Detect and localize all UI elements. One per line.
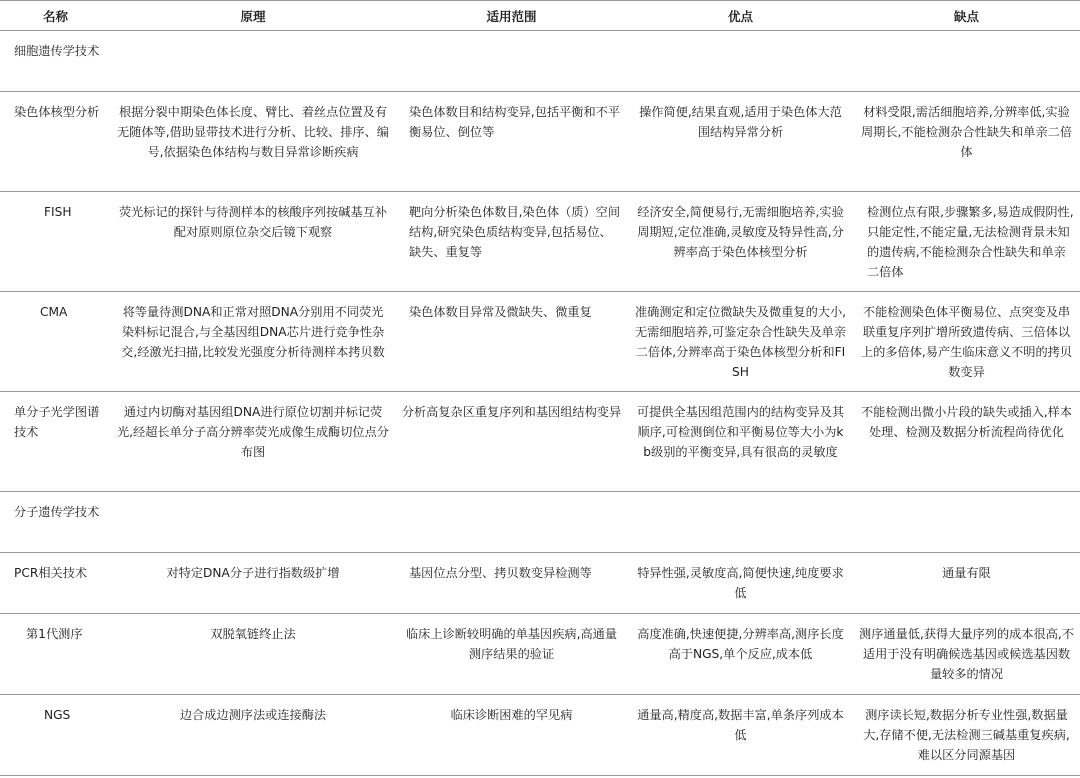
table-row-category — [0, 31, 1080, 92]
cell-principle: 边合成边测序法或连接酶法 — [111, 695, 395, 776]
cell-scope: 染色体数目和结构变异,包括平衡和不平衡易位、倒位等 — [395, 92, 628, 192]
cell-cons: 材料受限,需活细胞培养,分辨率低,实验周期长,不能检测杂合性缺失和单亲二倍体 — [853, 92, 1080, 192]
table-row — [0, 553, 1080, 614]
cell-pros: 可提供全基因组范围内的结构变异及其顺序,可检测倒位和平衡易位等大小为kb级别的平衡变异,具有很高的灵敏度 — [628, 392, 853, 492]
cell-principle: 荧光标记的探针与待测样本的核酸序列按碱基互补配对原则原位杂交后镜下观察 — [111, 192, 395, 292]
cell-pros: 操作简便,结果直观,适用于染色体大范围结构异常分析 — [628, 92, 853, 192]
table-row — [0, 392, 1080, 492]
header-cons: 缺点 — [853, 1, 1080, 31]
table-row — [0, 192, 1080, 292]
cell-cons: 测序通量低,获得大量序列的成本很高,不适用于没有明确候选基因或候选基因数量较多的情况 — [853, 614, 1080, 695]
cell-principle — [111, 31, 395, 92]
cell-name: CMA — [0, 292, 111, 392]
cell-cons: 检测位点有限,步骤繁多,易造成假阴性,只能定性,不能定量,无法检测背景未知的遗传病,不能检测杂合性缺失和单亲二倍体 — [853, 192, 1080, 292]
table-row — [0, 92, 1080, 192]
cell-name: 分子遗传学技术 — [0, 492, 111, 553]
table-row-category — [0, 492, 1080, 553]
cell-pros: 高度准确,快速便捷,分辨率高,测序长度高于NGS,单个反应,成本低 — [628, 614, 853, 695]
cell-scope: 分析高复杂区重复序列和基因组结构变异 — [395, 392, 628, 492]
cell-scope: 临床诊断困难的罕见病 — [395, 695, 628, 776]
cell-cons — [853, 492, 1080, 553]
cell-scope: 基因位点分型、拷贝数变异检测等 — [395, 553, 628, 614]
cell-principle: 根据分裂中期染色体长度、臂比、着丝点位置及有无随体等,借助显带技术进行分析、比较、排序、编号,依据染色体结构与数目异常诊断疾病 — [111, 92, 395, 192]
table-row — [0, 614, 1080, 695]
cell-cons: 不能检测出微小片段的缺失或插入,样本处理、检测及数据分析流程尚待优化 — [853, 392, 1080, 492]
cell-name: 细胞遗传学技术 — [0, 31, 111, 92]
cell-cons: 不能检测染色体平衡易位、点突变及串联重复序列扩增所致遗传病、三倍体以上的多倍体,易产生临床意义不明的拷贝数变异 — [853, 292, 1080, 392]
cell-pros: 通量高,精度高,数据丰富,单条序列成本低 — [628, 695, 853, 776]
cell-pros — [628, 31, 853, 92]
cell-principle: 通过内切酶对基因组DNA进行原位切割并标记荧光,经超长单分子高分辨率荧光成像生成酶切位点分布图 — [111, 392, 395, 492]
header-scope: 适用范围 — [395, 1, 628, 31]
table-header-row — [0, 1, 1080, 31]
header-principle: 原理 — [111, 1, 395, 31]
cell-cons — [853, 31, 1080, 92]
cell-name: FISH — [0, 192, 111, 292]
cell-scope: 染色体数目异常及微缺失、微重复 — [395, 292, 628, 392]
table-row — [0, 292, 1080, 392]
cell-cons: 测序读长短,数据分析专业性强,数据量大,存储不便,无法检测三碱基重复疾病,难以区分同源基因 — [853, 695, 1080, 776]
cell-name: PCR相关技术 — [0, 553, 111, 614]
cell-name: 单分子光学图谱技术 — [0, 392, 111, 492]
header-name: 名称 — [0, 1, 111, 31]
cell-pros: 特异性强,灵敏度高,简便快速,纯度要求低 — [628, 553, 853, 614]
cell-pros: 经济安全,简便易行,无需细胞培养,实验周期短,定位准确,灵敏度及特异性高,分辨率高于染色体核型分析 — [628, 192, 853, 292]
cell-scope — [395, 31, 628, 92]
cell-scope: 靶向分析染色体数目,染色体（质）空间结构,研究染色质结构变异,包括易位、缺失、重复等 — [395, 192, 628, 292]
cell-name: 第1代测序 — [0, 614, 111, 695]
cell-scope — [395, 492, 628, 553]
cell-principle: 将等量待测DNA和正常对照DNA分别用不同荧光染料标记混合,与全基因组DNA芯片进行竞争性杂交,经激光扫描,比较发光强度分析待测样本拷贝数 — [111, 292, 395, 392]
cell-cons: 通量有限 — [853, 553, 1080, 614]
cell-pros — [628, 492, 853, 553]
cell-name: NGS — [0, 695, 111, 776]
cell-name: 染色体核型分析 — [0, 92, 111, 192]
header-pros: 优点 — [628, 1, 853, 31]
cell-principle: 对特定DNA分子进行指数级扩增 — [111, 553, 395, 614]
table-row — [0, 695, 1080, 776]
cell-principle: 双脱氧链终止法 — [111, 614, 395, 695]
cell-principle — [111, 492, 395, 553]
cell-scope: 临床上诊断较明确的单基因疾病,高通量测序结果的验证 — [395, 614, 628, 695]
cell-pros: 准确测定和定位微缺失及微重复的大小,无需细胞培养,可鉴定杂合性缺失及单亲二倍体,分辨率高于染色体核型分析和FISH — [628, 292, 853, 392]
